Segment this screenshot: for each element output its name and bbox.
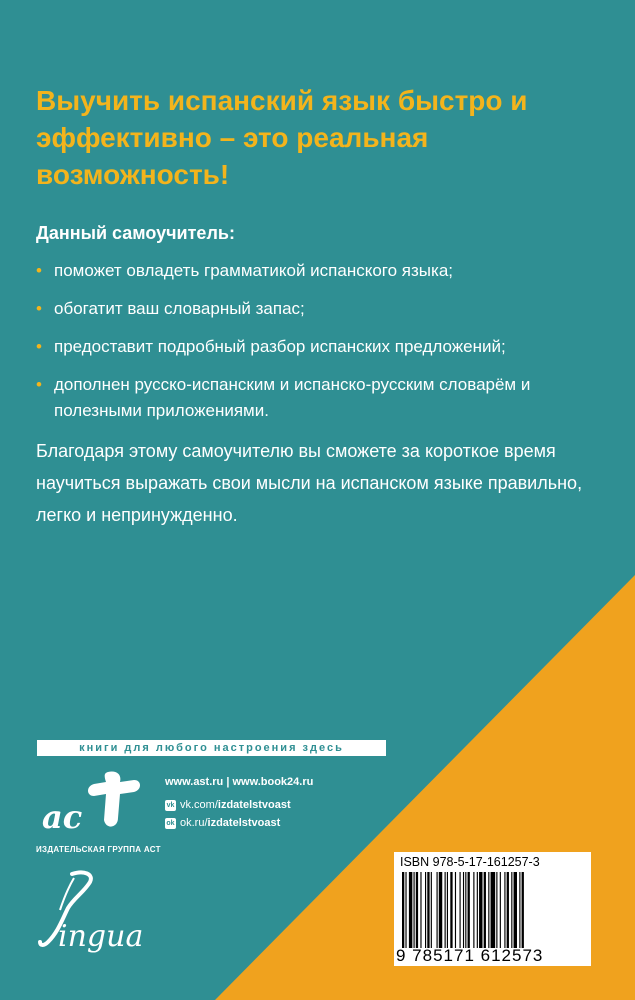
- publisher-websites[interactable]: www.ast.ru | www.book24.ru: [165, 776, 314, 788]
- barcode-bar: [416, 872, 418, 948]
- barcode-bar: [468, 872, 470, 948]
- barcode-bar: [491, 872, 496, 948]
- feature-list: [36, 258, 616, 436]
- social-handle: izdatelstvoast: [217, 799, 291, 811]
- barcode-bar: [409, 872, 412, 948]
- barcode-bar: [473, 872, 474, 948]
- list-item: [36, 334, 616, 360]
- ok-icon: ok: [166, 819, 175, 827]
- list-item-text: поможет овладеть грамматикой испанского языка;: [54, 261, 454, 280]
- social-handle: izdatelstvoast: [207, 817, 281, 829]
- barcode-bar: [420, 872, 421, 948]
- list-item: [36, 296, 616, 322]
- social-prefix: ok.ru/: [180, 817, 208, 829]
- barcode-bar: [405, 872, 406, 948]
- svg-text:ingua: ingua: [58, 919, 144, 954]
- publisher-tagline: книги для любого настроения здесь: [37, 740, 386, 756]
- barcode-bar: [522, 872, 524, 948]
- bullet-icon: •: [36, 261, 42, 280]
- bullet-icon: •: [36, 299, 42, 318]
- barcode-bar: [504, 872, 505, 948]
- barcode-bar: [425, 872, 426, 948]
- intro-heading: Данный самоучитель:: [36, 223, 235, 243]
- svg-text:ac: ac: [42, 798, 83, 836]
- ast-logo-icon: [36, 768, 146, 838]
- barcode-bar: [484, 872, 486, 948]
- barcode-bar: [431, 872, 432, 948]
- barcode-bar: [450, 872, 452, 948]
- barcode-bar: [437, 872, 438, 948]
- barcode-bar: [427, 872, 429, 948]
- list-item-text: предоставит подробный разбор испанских предложений;: [54, 337, 506, 356]
- barcode-bar: [488, 872, 489, 948]
- barcode-bar: [465, 872, 466, 948]
- barcode-bar: [511, 872, 512, 948]
- headline: Выучить испанский язык быстро и эффективно – это реальная возможность!: [36, 85, 528, 190]
- list-item-text: обогатит ваш словарный запас;: [54, 299, 305, 318]
- barcode-bars: [400, 872, 586, 948]
- barcode-bar: [447, 872, 448, 948]
- bullet-icon: •: [36, 375, 42, 394]
- isbn-number: ISBN 978-5-17-161257-3: [400, 855, 540, 869]
- barcode-bar: [463, 872, 464, 948]
- list-item-text: дополнен русско-испанским и испанско-русским словарём и полезными приложениями.: [54, 375, 531, 420]
- barcode-digits: 9 785171 612573: [396, 946, 544, 965]
- barcode: [394, 852, 591, 966]
- list-item: [36, 372, 616, 424]
- barcode-bar: [455, 872, 456, 948]
- barcode-bar: [445, 872, 446, 948]
- barcode-bar: [477, 872, 478, 948]
- social-link-ok[interactable]: [165, 816, 291, 830]
- vk-icon: vk: [166, 801, 175, 809]
- barcode-bar: [514, 872, 517, 948]
- barcode-bar: [507, 872, 509, 948]
- social-prefix: vk.com/: [180, 799, 218, 811]
- bullet-icon: •: [36, 337, 42, 356]
- social-link-vk[interactable]: [165, 798, 291, 812]
- lingua-imprint-logo: [34, 868, 174, 958]
- barcode-bar: [496, 872, 497, 948]
- barcode-bar: [479, 872, 482, 948]
- barcode-bar: [460, 872, 461, 948]
- barcode-bar: [414, 872, 415, 948]
- barcode-bar: [519, 872, 520, 948]
- barcode-bar: [439, 872, 442, 948]
- barcode-bar: [500, 872, 501, 948]
- publisher-caption: ИЗДАТЕЛЬСКАЯ ГРУППА АСТ: [36, 845, 161, 854]
- list-item: [36, 258, 616, 284]
- social-links: [165, 798, 291, 834]
- barcode-bar: [402, 872, 404, 948]
- closing-paragraph: Благодаря этому самоучителю вы сможете за короткое время научиться выражать свои мысли на испанском языке правильно, легко и непринужденно.: [36, 441, 583, 525]
